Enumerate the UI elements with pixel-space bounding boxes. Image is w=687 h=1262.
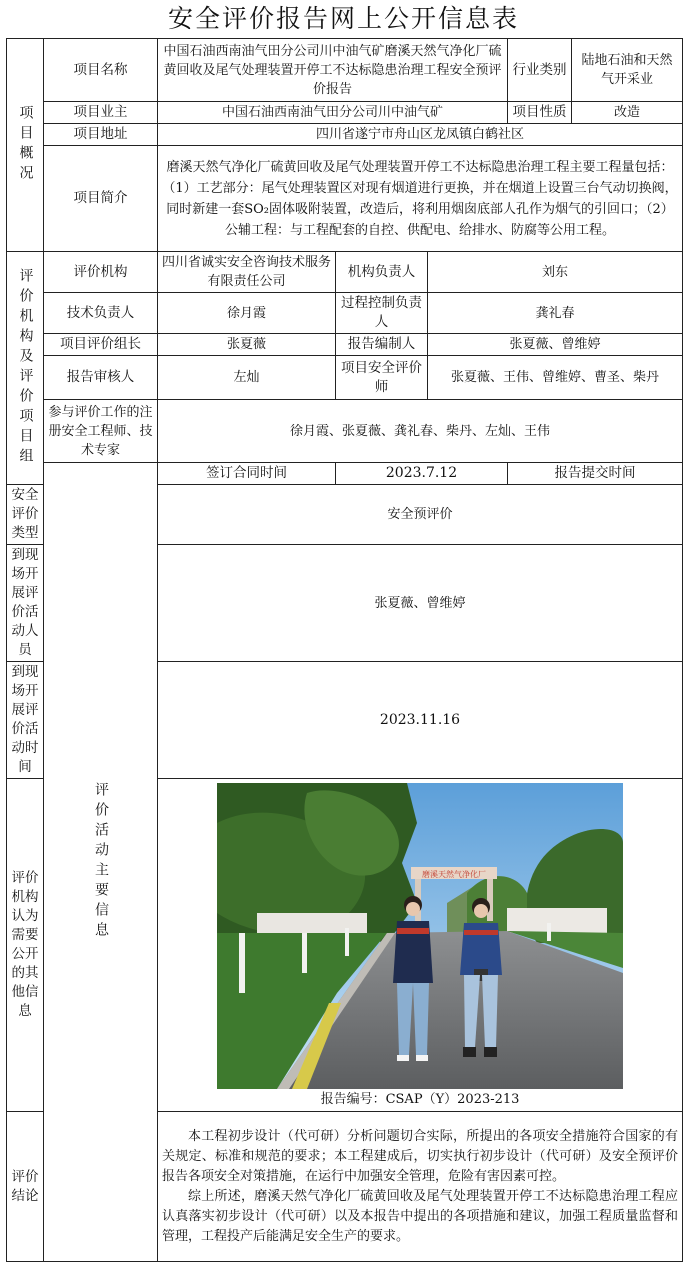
author-value: 张夏薇、曾维婷 [428,334,683,356]
site-photo [217,783,623,1089]
type-label: 安全评价类型 [7,485,44,545]
section-activity-info: 评价活动主要信息 [44,463,158,1262]
org-label: 评价机构 [44,252,158,293]
address-label: 项目地址 [44,124,158,146]
section-evaluation-org: 评价机构及评价项目组 [7,252,44,485]
site-date-value: 2023.11.16 [158,662,683,779]
industry-value: 陆地石油和天然气开采业 [572,39,683,102]
assessors-label: 项目安全评价师 [336,356,428,400]
owner-value: 中国石油西南油气田分公司川中油气矿 [158,102,508,124]
info-table [6,38,683,1262]
summary-value: 磨溪天然气净化厂硫黄回收及尾气处理装置开停工不达标隐患治理工程主要工程量包括：（1）工艺部分：尾气处理装置区对现有烟道进行更换，并在烟道上设置三台气动切换阀，同时新建一套SO₂固体吸附装置，改造后，将利用烟囱底部人孔作为烟气的引回口；（2）公辅工程：与工程配套的自控、供配电、给排水、防腐等公用工程。 [158,146,683,252]
project-name-label: 项目名称 [44,39,158,102]
process-head-value: 龚礼春 [428,293,683,334]
nature-value: 改造 [572,102,683,124]
project-name-value: 中国石油西南油气田分公司川中油气矿磨溪天然气净化厂硫黄回收及尾气处理装置开停工不达标隐患治理工程安全预评价报告 [158,39,508,102]
conclusion-label: 评价结论 [7,1112,44,1262]
conclusion-paragraph-2: 综上所述，磨溪天然气净化厂硫黄回收及尾气处理装置开停工不达标隐患治理工程应认真落实初步设计（代可研）以及本报告中提出的各项措施和建议，加强工程质量监督和管理，工程投产后能满足安全生产的要求。 [162,1188,679,1244]
leader-label: 项目评价组长 [44,334,158,356]
author-label: 报告编制人 [336,334,428,356]
tech-head-value: 徐月霞 [158,293,336,334]
type-value: 安全预评价 [158,485,683,545]
nature-label: 项目性质 [508,102,572,124]
report-number: 报告编号：CSAP（Y）2023-213 [320,1092,520,1107]
assessors-value: 张夏薇、王伟、曾维婷、曹圣、柴丹 [428,356,683,400]
reviewer-label: 报告审核人 [44,356,158,400]
photo-sign-text: 磨溪天然气净化厂 [422,870,487,879]
tech-head-label: 技术负责人 [44,293,158,334]
other-info-label: 评价机构认为需要公开的其他信息 [7,779,44,1112]
site-date-label: 到现场开展评价活动时间 [7,662,44,779]
process-head-label: 过程控制负责人 [336,293,428,334]
conclusion-cell [158,1112,683,1262]
owner-label: 项目业主 [44,102,158,124]
summary-label: 项目简介 [44,146,158,252]
leader-value: 张夏薇 [158,334,336,356]
industry-label: 行业类别 [508,39,572,102]
address-value: 四川省遂宁市舟山区龙凤镇白鹤社区 [158,124,683,146]
experts-value: 徐月霞、张夏薇、龚礼春、柴丹、左灿、王伟 [158,400,683,463]
site-staff-label: 到现场开展评价活动人员 [7,545,44,662]
conclusion-paragraph-1: 本工程初步设计（代可研）分析问题切合实际，所提出的各项安全措施符合国家的有关规定、标准和规范的要求；本工程建成后，切实执行初步设计（代可研）及安全预评价报告各项安全对策措施，在运行中加强安全管理，危险有害因素可控。 [162,1128,679,1184]
org-head-label: 机构负责人 [336,252,428,293]
contract-date-label: 签订合同时间 [158,463,336,485]
reviewer-value: 左灿 [158,356,336,400]
contract-date-value: 2023.7.12 [336,463,508,485]
section-project-overview: 项目概况 [7,39,44,252]
page-title: 安全评价报告网上公开信息表 [167,4,519,33]
submit-date-label: 报告提交时间 [508,463,683,485]
org-head-value: 刘东 [428,252,683,293]
site-staff-value: 张夏薇、曾维婷 [158,545,683,662]
other-info-cell [158,779,683,1112]
org-value: 四川省诚实安全咨询技术服务有限责任公司 [158,252,336,293]
site-photo-graphic [217,783,623,1089]
experts-label: 参与评价工作的注册安全工程师、技术专家 [44,400,158,463]
